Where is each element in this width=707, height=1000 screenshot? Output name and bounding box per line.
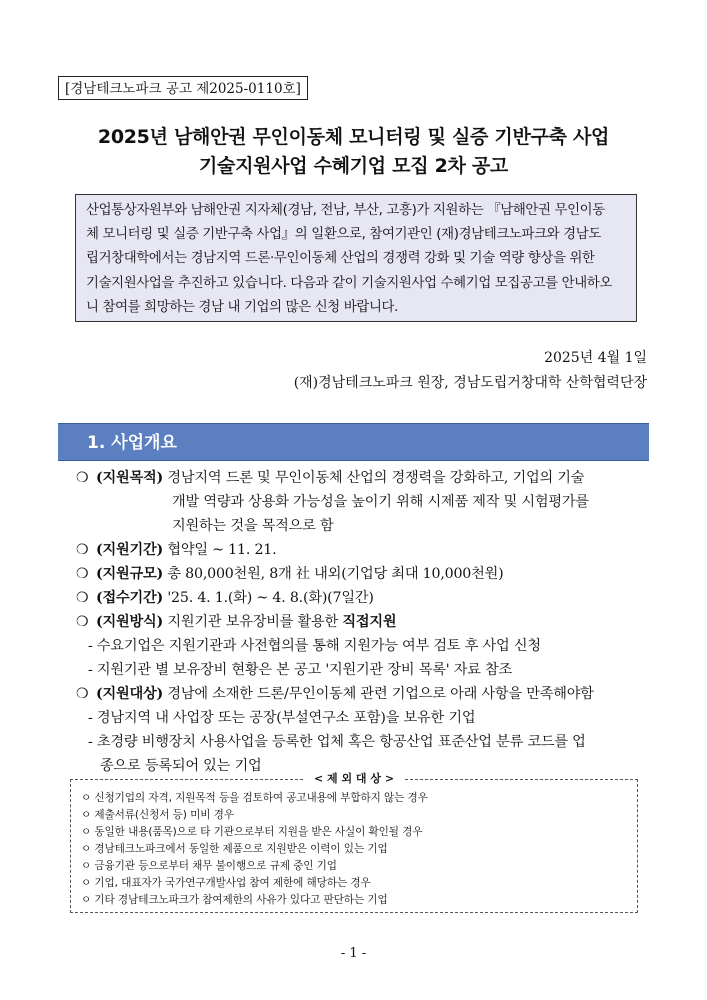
- application-label: (접수기간): [96, 590, 164, 606]
- exclusion-item: ㅇ 제출서류(신청서 등) 미비 경우: [81, 809, 234, 821]
- page-title-line1: 2025년 남해안권 무인이동체 모니터링 및 실증 기반구축 사업: [97, 126, 610, 148]
- application-text: '25. 4. 1.(화) ~ 4. 8.(화)(7일간): [167, 590, 374, 606]
- target-sub-item-cont: 종으로 등록되어 있는 기업: [100, 758, 262, 774]
- bullet-circle-icon: ❍: [76, 686, 89, 702]
- bullet-circle-icon: ❍: [76, 542, 89, 558]
- application-row: [76, 587, 374, 609]
- intro-line: 체 모니터링 및 실증 기반구축 사업』의 일환으로, 참여기관인 (재)경남테크노파크와 경남도: [86, 227, 601, 243]
- exclusion-box: [70, 772, 638, 913]
- intro-line: 립거창대학에서는 경남지역 드론·무인이동체 산업의 경쟁력 강화 및 기술 역량 향상을 위한: [86, 251, 595, 267]
- scale-row: [76, 563, 503, 585]
- page-title-line2: 기술지원사업 수혜기업 모집 2차 공고: [199, 155, 508, 177]
- scale-label: (지원규모): [96, 566, 164, 582]
- purpose-label: (지원목적): [96, 470, 164, 486]
- target-sub-item: - 경남지역 내 사업장 또는 공장(부설연구소 포함)을 보유한 기업: [88, 710, 476, 726]
- bullet-circle-icon: ❍: [76, 614, 89, 630]
- bullet-circle-icon: ❍: [76, 566, 89, 582]
- exclusion-item: ㅇ 경남테크노파크에서 동일한 제품으로 지원받은 이력이 있는 기업: [81, 843, 388, 855]
- section-title: 1. 사업개요: [87, 433, 177, 453]
- intro-line: 산업통상자원부와 남해안권 지자체(경남, 전남, 부산, 고흥)가 지원하는 『남해안권 무인이동: [86, 203, 605, 218]
- exclusion-item: ㅇ 동일한 내용(품목)으로 타 기관으로부터 지원을 받은 사실이 확인될 경우: [81, 826, 423, 838]
- purpose-text: 경남지역 드론 및 무인이동체 산업의 경쟁력을 강화하고, 기업의 기술: [167, 470, 585, 486]
- page-number: - 1 -: [340, 946, 367, 961]
- target-label: (지원대상): [96, 686, 164, 702]
- method-row: [76, 611, 396, 633]
- method-label: (지원방식): [96, 614, 164, 630]
- target-text: 경남에 소재한 드론/무인이동체 관련 기업으로 아래 사항을 만족해야함: [167, 686, 594, 702]
- scale-text: 총 80,000천원, 8개 社 내외(기업당 최대 10,000천원): [167, 566, 504, 582]
- method-sub-item: - 수요기업은 지원기관과 사전협의를 통해 지원가능 여부 검토 후 사업 신청: [88, 638, 541, 654]
- section-header: [58, 423, 649, 461]
- target-row: [76, 683, 594, 705]
- exclusion-item: ㅇ 금융기관 등으로부터 채무 불이행으로 규제 중인 기업: [81, 860, 337, 872]
- bullet-circle-icon: ❍: [76, 590, 89, 606]
- purpose-text-cont: 지원하는 것을 목적으로 함: [172, 518, 334, 534]
- purpose-text-cont: 개발 역량과 상용화 가능성을 높이기 위해 시제품 제작 및 시험평가를: [172, 494, 589, 510]
- exclusion-item: ㅇ 기타 경남테크노파크가 참여제한의 사유가 있다고 판단하는 기업: [81, 894, 388, 906]
- intro-box: [75, 194, 637, 322]
- notice-number: [경남테크노파크 공고 제2025-0110호]: [58, 76, 308, 100]
- period-row: [76, 539, 276, 561]
- target-sub-item: - 초경량 비행장치 사용사업을 등록한 업체 혹은 항공산업 표준산업 분류 코드를 업: [88, 734, 586, 750]
- method-text: 지원기관 보유장비를 활용한: [167, 614, 343, 630]
- exclusion-item: ㅇ 신청기업의 자격, 지원목적 등을 검토하여 공고내용에 부합하지 않는 경우: [81, 792, 428, 804]
- period-text: 협약일 ~ 11. 21.: [167, 542, 277, 558]
- purpose-row: [76, 467, 584, 489]
- method-sub-item: - 지원기관 별 보유장비 현황은 본 공고 '지원기관 장비 목록' 자료 참조: [88, 662, 513, 678]
- issuing-organizations: (재)경남테크노파크 원장, 경남도립거창대학 산학협력단장: [293, 375, 647, 391]
- notice-date: 2025년 4월 1일: [544, 350, 647, 366]
- intro-line: 기술지원사업을 추진하고 있습니다. 다음과 같이 기술지원사업 수혜기업 모집공고를 안내하오: [86, 275, 612, 291]
- method-strong: 직접지원: [342, 614, 397, 630]
- exclusion-item: ㅇ 기업, 대표자가 국가연구개발사업 참여 제한에 해당하는 경우: [81, 877, 371, 889]
- intro-line: 니 참여를 희망하는 경남 내 기업의 많은 신청 바랍니다.: [86, 299, 399, 315]
- period-label: (지원기간): [96, 542, 164, 558]
- bullet-circle-icon: ❍: [76, 470, 89, 486]
- exclusion-title: < 제 외 대 상 >: [71, 771, 637, 787]
